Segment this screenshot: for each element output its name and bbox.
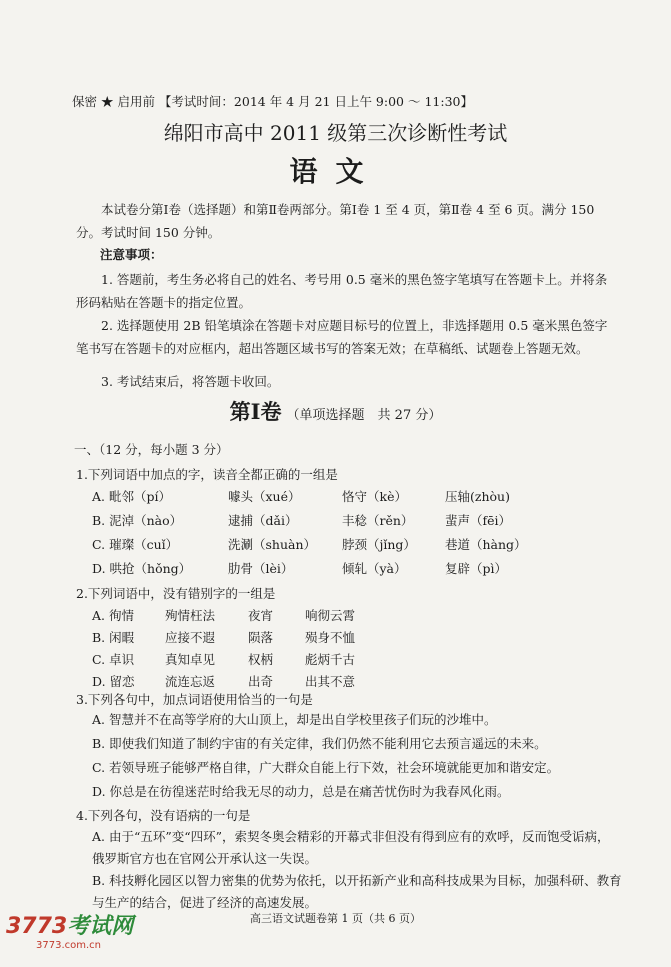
question-4-stem: 4.下列各句，没有语病的一句是: [76, 808, 251, 823]
section-heading: [0, 396, 671, 426]
q2-option-a-2: 殉情枉法: [165, 608, 216, 623]
q4-option-a: A. 由于“五环”变“四环”，索契冬奥会精彩的开幕式非但没有得到应有的欢呼，反而饱受诟病，俄罗斯官方也在官网公开承认这一失误。: [92, 829, 610, 866]
q1-option-d-2: 肋骨（lèi）: [228, 561, 294, 576]
site-logo: [6, 909, 133, 951]
notes-heading: 注意事项：: [100, 247, 163, 262]
q2-option-c-2: 真知卓见: [165, 652, 216, 667]
intro-paragraph: 本试卷分第Ⅰ卷（选择题）和第Ⅱ卷两部分。第Ⅰ卷 1 至 4 页，第Ⅱ卷 4 至 6 页。满分 150 分。考试时间 150 分钟。: [76, 202, 595, 240]
part-one-heading: 一、（12 分，每小题 3 分）: [74, 442, 229, 457]
q1-option-d-3: 倾轧（yà）: [342, 561, 407, 576]
q1-option-c-4: 巷道（hàng）: [445, 537, 527, 552]
question-3-stem: 3.下列各句中，加点词语使用恰当的一句是: [76, 692, 313, 707]
note-1: 1. 答题前，考生务必将自己的姓名、考号用 0.5 毫米的黑色签字笔填写在答题卡上。并将条形码粘贴在答题卡的指定位置。: [76, 272, 608, 310]
question-2-stem: 2.下列词语中，没有错别字的一组是: [76, 586, 276, 601]
page-footer: 高三语文试题卷第 1 页（共 6 页）: [250, 912, 421, 925]
q2-option-b-3: 陨落: [248, 630, 274, 645]
q1-option-b-2: 逮捕（dǎi）: [228, 513, 298, 528]
q2-option-d-4: 出其不意: [305, 674, 356, 689]
q3-option-b: B. 即使我们知道了制约宇宙的有关定律，我们仍然不能利用它去预言遥远的未来。: [92, 736, 547, 751]
q2-option-c-1: C. 卓识: [92, 652, 135, 667]
q2-option-d-3: 出奇: [248, 674, 274, 689]
section-title: 第Ⅰ卷: [229, 399, 282, 424]
q1-option-a-4: 压轴(zhòu): [445, 489, 510, 504]
logo-url: 3773.com.cn: [36, 940, 101, 951]
exam-title: 绵阳市高中 2011 级第三次诊断性考试: [163, 121, 508, 145]
q2-option-b-1: B. 闲暇: [92, 630, 135, 645]
subject-title: 语文: [289, 155, 382, 188]
logo-mark: [6, 914, 133, 939]
note-3: 3. 考试结束后，将答题卡收回。: [101, 374, 280, 389]
q1-option-b-1: B. 泥淖（nào）: [92, 513, 183, 528]
note-2: 2. 选择题使用 2B 铅笔填涂在答题卡对应题目标号的位置上，非选择题用 0.5 毫米黑色签字笔书写在答题卡的对应框内，超出答题区域书写的答案无效；在草稿纸、试题卷上答题无效。: [76, 318, 608, 356]
q1-option-b-3: 丰稔（rěn）: [342, 513, 414, 528]
q2-option-c-4: 彪炳千古: [305, 652, 356, 667]
q2-option-c-3: 权柄: [248, 652, 274, 667]
q2-option-b-2: 应接不遐: [165, 630, 216, 645]
q1-option-a-1: A. 毗邻（pí）: [92, 489, 171, 504]
q2-option-d-2: 流连忘返: [165, 674, 216, 689]
q1-option-a-2: 噱头（xué）: [228, 489, 301, 504]
q2-option-b-4: 殒身不恤: [305, 630, 356, 645]
logo-text: 考试网: [67, 914, 134, 939]
q2-option-a-3: 夜宵: [248, 608, 274, 623]
q1-option-d-1: D. 哄抢（hǒng）: [92, 561, 192, 576]
q1-option-c-3: 脖颈（jǐng）: [342, 537, 416, 552]
q2-option-a-1: A. 徇情: [92, 608, 134, 623]
q1-option-c-2: 洗涮（shuàn）: [228, 537, 317, 552]
q2-option-d-1: D. 留恋: [92, 674, 135, 689]
q2-option-a-4: 响彻云霄: [305, 608, 356, 623]
q3-option-d: D. 你总是在彷徨迷茫时给我无尽的动力，总是在痛苦忧伤时为我春风化雨。: [92, 784, 510, 799]
q1-option-b-4: 蜚声（fēi）: [445, 513, 512, 528]
exam-meta: 保密 ★ 启用前 【考试时间：2014 年 4 月 21 日上午 9:00 ～ 11:30】: [72, 94, 473, 109]
q3-option-a: A. 智慧并不在高等学府的大山顶上，却是出自学校里孩子们玩的沙堆中。: [92, 712, 497, 727]
q4-option-b: B. 科技孵化园区以智力密集的优势为依托，以开拓新产业和高科技成果为目标，加强科研、教育与生产的结合，促进了经济的高速发展。: [92, 873, 622, 910]
section-subtitle: （单项选择题 共 27 分）: [286, 408, 442, 423]
question-1-stem: 1.下列词语中加点的字，读音全都正确的一组是: [76, 467, 338, 482]
q3-option-c: C. 若领导班子能够严格自律，广大群众自能上行下效，社会环境就能更加和谐安定。: [92, 760, 560, 775]
q1-option-d-4: 复辟（pì）: [445, 561, 507, 576]
logo-number: 3773: [6, 914, 68, 939]
q1-option-a-3: 恪守（kè）: [342, 489, 407, 504]
q1-option-c-1: C. 璀璨（cuǐ）: [92, 537, 179, 552]
